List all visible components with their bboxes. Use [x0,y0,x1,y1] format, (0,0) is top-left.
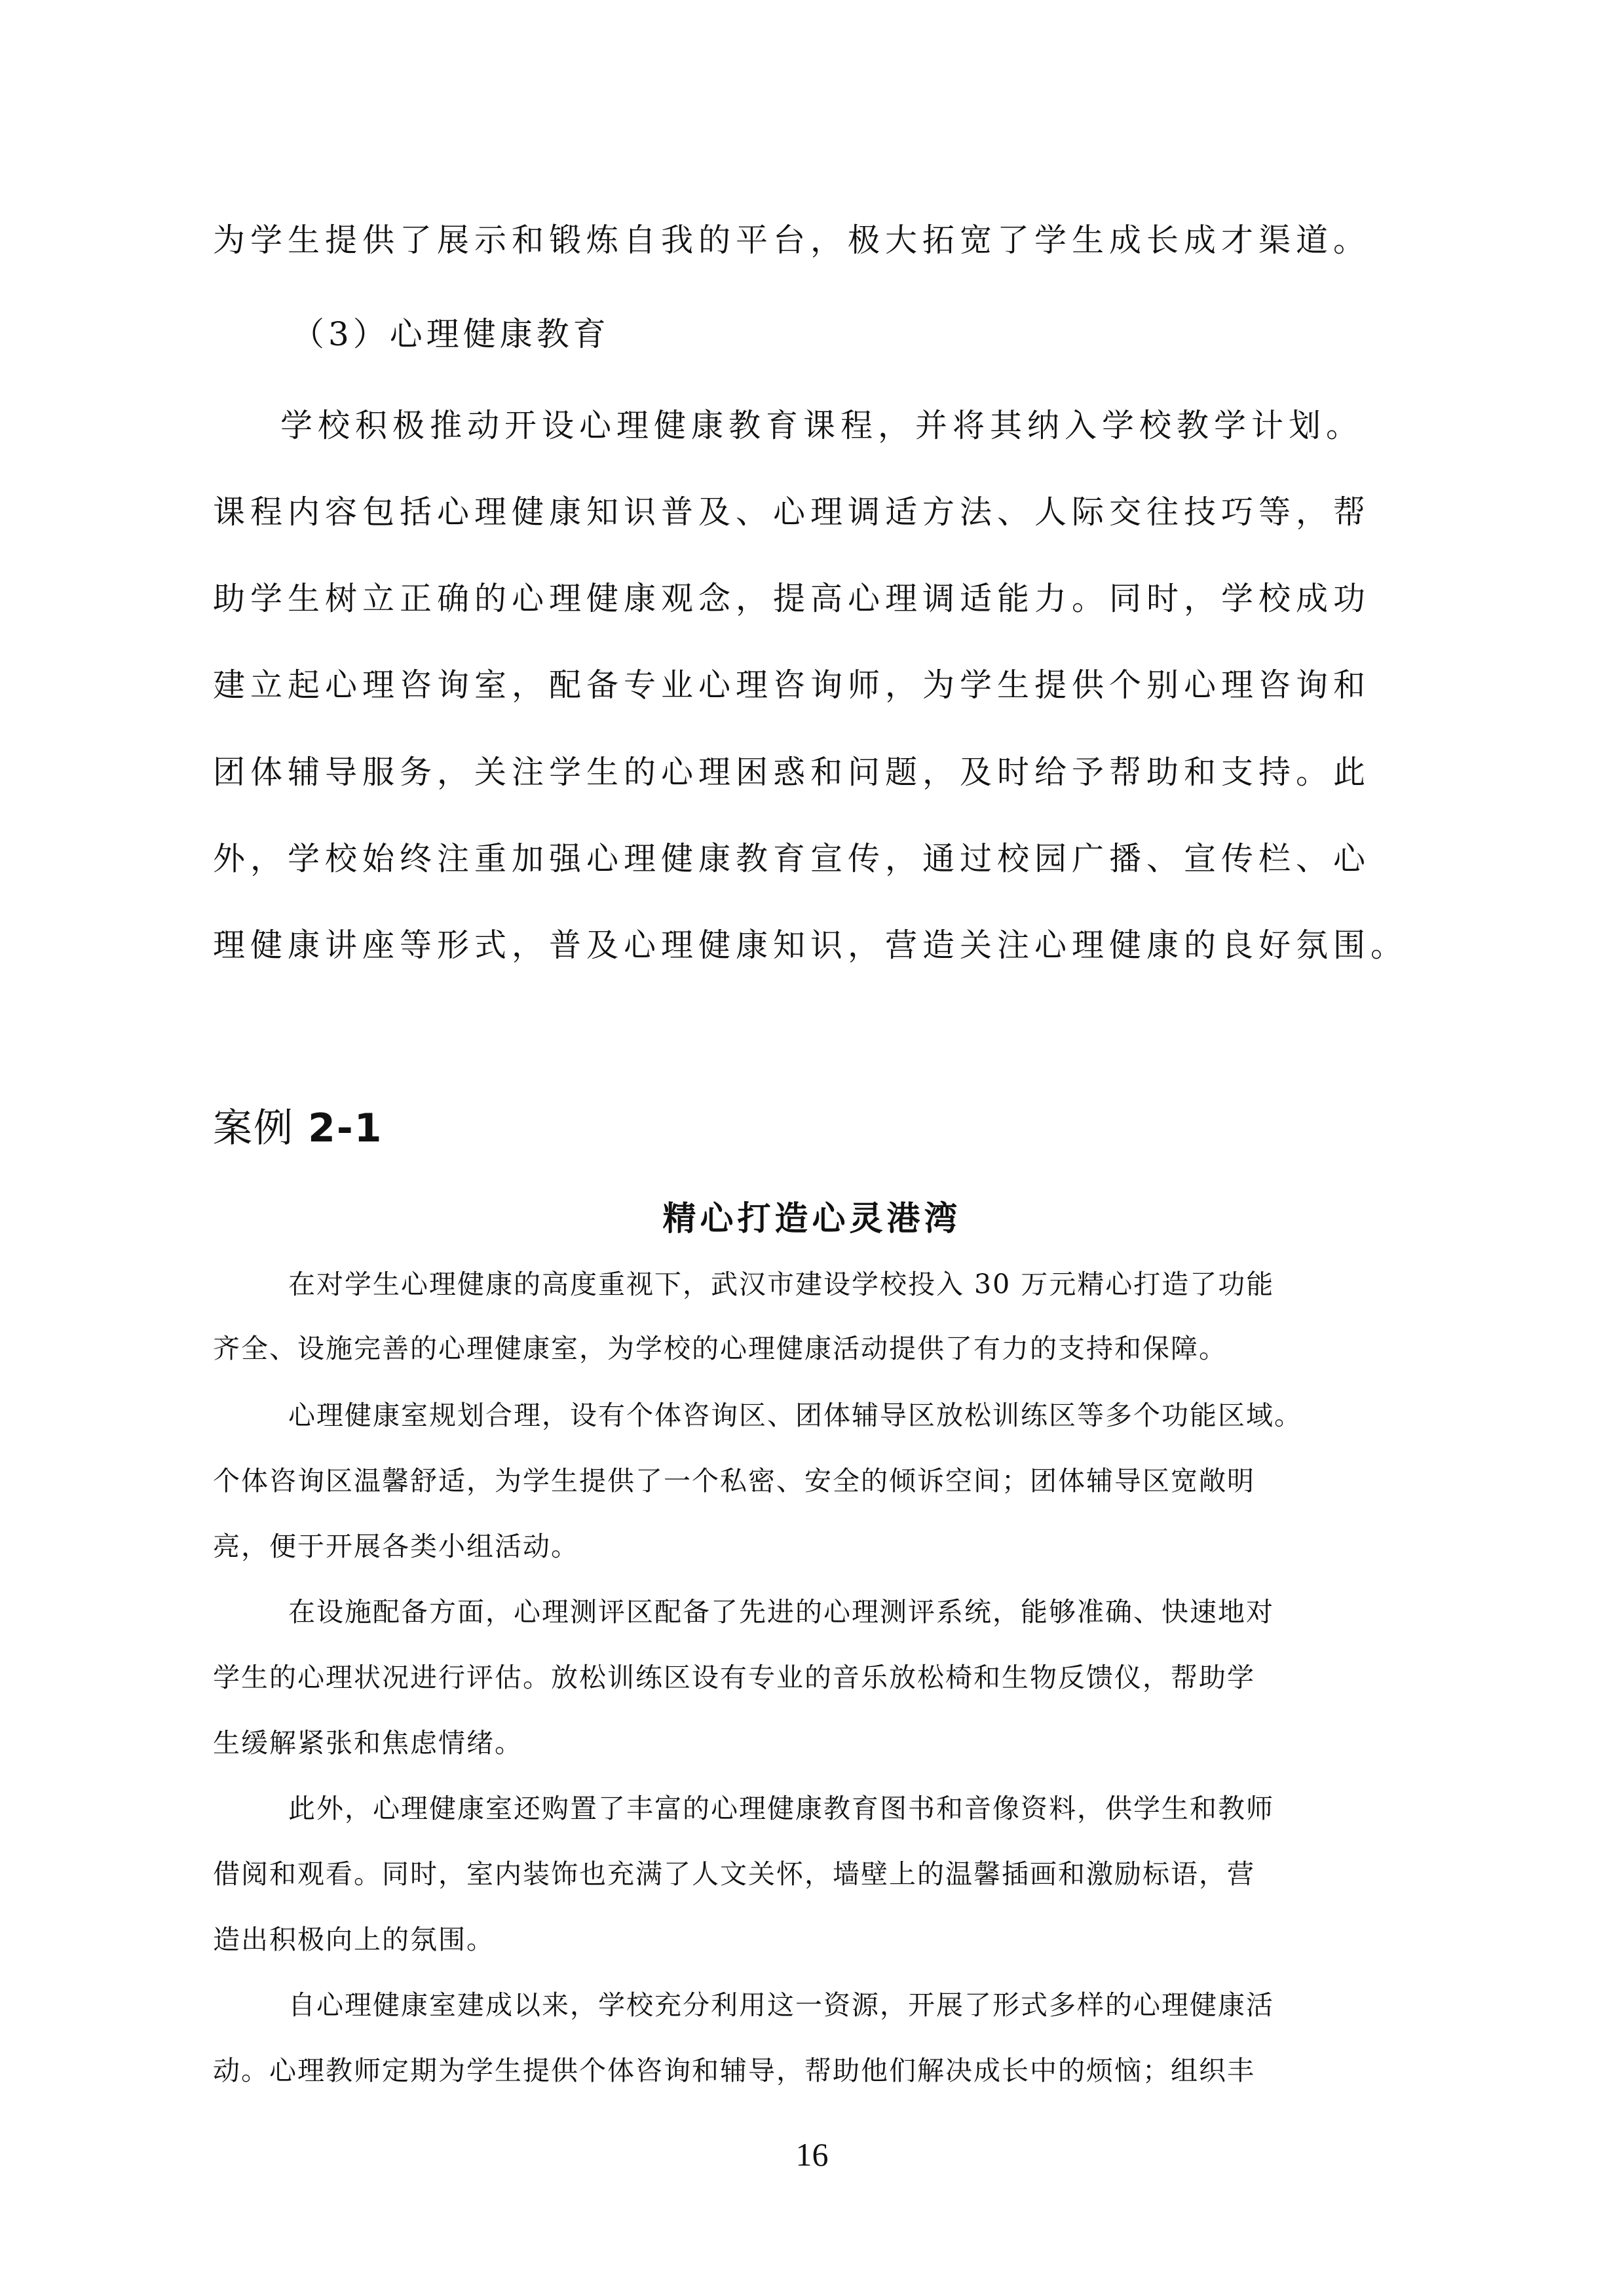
case-paragraph-line: 造出积极向上的氛围。 [213,1924,495,1955]
case-paragraph-line: 学生的心理状况进行评估。放松训练区设有专业的音乐放松椅和生物反馈仪，帮助学 [213,1662,1255,1693]
case-paragraph-line: 亮，便于开展各类小组活动。 [213,1531,579,1562]
page-number: 16 [795,2136,829,2173]
case-paragraph-line: 心理健康室规划合理，设有个体咨询区、团体辅导区放松训练区等多个功能区域。 [288,1400,1302,1431]
case-paragraph-line: 动。心理教师定期为学生提供个体咨询和辅导，帮助他们解决成长中的烦恼；组织丰 [213,2055,1255,2086]
case-paragraph-line: 此外，心理健康室还购置了丰富的心理健康教育图书和音像资料，供学生和教师 [288,1793,1274,1824]
paragraph-line: 课程内容包括心理健康知识普及、心理调适方法、人际交往技巧等，帮 [213,493,1371,531]
case-title: 精心打造心灵港湾 [662,1199,962,1238]
paragraph-line: 理健康讲座等形式，普及心理健康知识，营造关注心理健康的良好氛围。 [213,927,1408,964]
paragraph-line: 团体辅导服务，关注学生的心理困惑和问题，及时给予帮助和支持。此 [213,754,1371,791]
paragraph-line: 外，学校始终注重加强心理健康教育宣传，通过校园广播、宣传栏、心 [213,840,1371,877]
case-label-number: 2-1 [308,1105,383,1151]
case-paragraph-line: 借阅和观看。同时，室内装饰也充满了人文关怀，墙壁上的温馨插画和激励标语，营 [213,1858,1255,1890]
case-paragraph-line: 在设施配备方面，心理测评区配备了先进的心理测评系统，能够准确、快速地对 [288,1596,1274,1628]
paragraph-line: 学校积极推动开设心理健康教育课程，并将其纳入学校教学计划。 [280,407,1364,444]
case-heading [213,1105,383,1151]
paragraph-line: 建立起心理咨询室，配备专业心理咨询师，为学生提供个别心理咨询和 [213,666,1371,704]
intro-line: 为学生提供了展示和锻炼自我的平台，极大拓宽了学生成长成才渠道。 [213,221,1371,259]
case-paragraph-line: 自心理健康室建成以来，学校充分利用这一资源，开展了形式多样的心理健康活 [288,1989,1274,2021]
case-paragraph-line: 生缓解紧张和焦虑情绪。 [213,1727,523,1759]
case-label-prefix: 案例 [213,1105,294,1151]
section-subheading: （3）心理健康教育 [292,315,610,353]
case-paragraph-line: 齐全、设施完善的心理健康室，为学校的心理健康活动提供了有力的支持和保障。 [213,1333,1227,1364]
paragraph-line: 助学生树立正确的心理健康观念，提高心理调适能力。同时，学校成功 [213,580,1371,617]
case-paragraph-line: 个体咨询区温馨舒适，为学生提供了一个私密、安全的倾诉空间；团体辅导区宽敞明 [213,1465,1255,1497]
case-paragraph-line: 在对学生心理健康的高度重视下，武汉市建设学校投入 30 万元精心打造了功能 [288,1269,1275,1300]
